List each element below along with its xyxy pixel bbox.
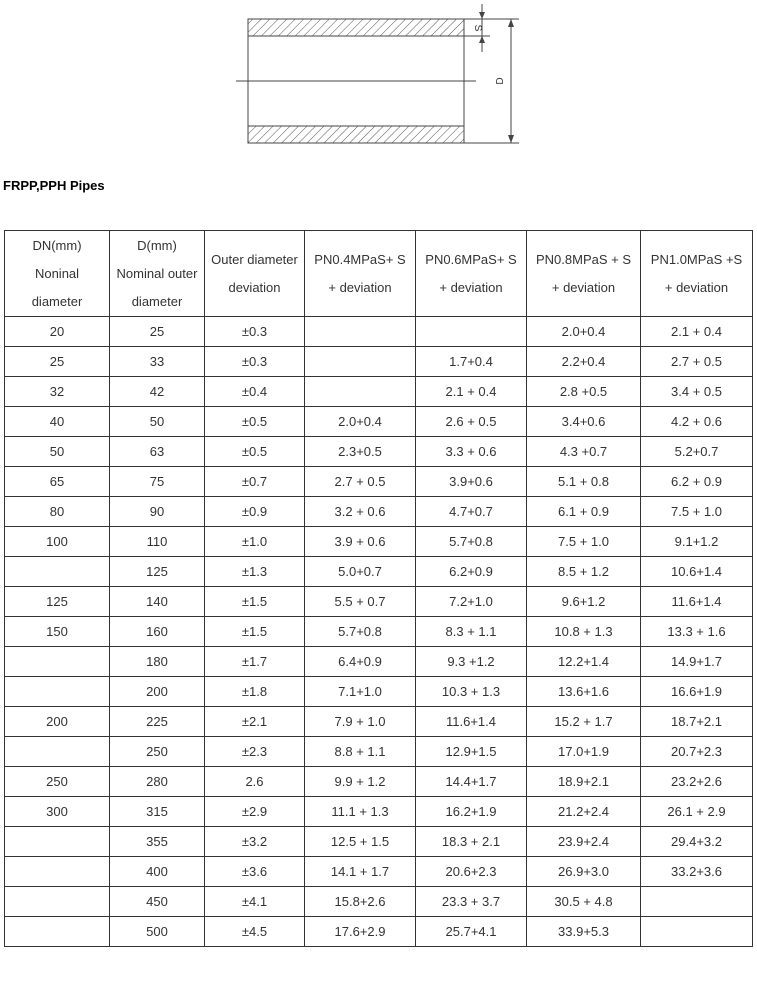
table-cell <box>5 737 110 767</box>
table-cell <box>5 677 110 707</box>
table-cell: ±0.3 <box>205 317 305 347</box>
table-cell: 6.2 + 0.9 <box>641 467 753 497</box>
table-cell: 5.7+0.8 <box>416 527 527 557</box>
table-cell: 20.6+2.3 <box>416 857 527 887</box>
table-row <box>5 707 753 737</box>
d-arrow-top <box>508 19 514 27</box>
table-cell: 200 <box>5 707 110 737</box>
table-cell: 90 <box>110 497 205 527</box>
d-header <box>110 231 205 317</box>
table-cell <box>5 647 110 677</box>
table-cell: 125 <box>110 557 205 587</box>
table-cell: 2.1 + 0.4 <box>641 317 753 347</box>
header-line: diameter <box>31 293 83 309</box>
table-row <box>5 617 753 647</box>
header-line: PN0.4MPaS+ S <box>314 251 406 267</box>
table-cell: 32 <box>5 377 110 407</box>
table-cell: 1.7+0.4 <box>416 347 527 377</box>
table-cell: ±0.3 <box>205 347 305 377</box>
table-cell: 11.6+1.4 <box>416 707 527 737</box>
table-cell: 2.6 <box>205 767 305 797</box>
d-arrow-bottom <box>508 135 514 143</box>
table-row <box>5 587 753 617</box>
table-cell: 5.1 + 0.8 <box>527 467 641 497</box>
table-cell: 23.3 + 3.7 <box>416 887 527 917</box>
table-row <box>5 407 753 437</box>
table-cell: 2.2+0.4 <box>527 347 641 377</box>
table-cell: 10.8 + 1.3 <box>527 617 641 647</box>
table-row <box>5 677 753 707</box>
table-cell <box>5 827 110 857</box>
pipe-top-wall <box>248 19 464 36</box>
table-cell: 33 <box>110 347 205 377</box>
pipe-bottom-wall <box>248 126 464 143</box>
table-cell: 25 <box>110 317 205 347</box>
table-cell: 11.1 + 1.3 <box>305 797 416 827</box>
s-arrow-top <box>479 12 485 19</box>
table-row <box>5 827 753 857</box>
table-cell: ±1.7 <box>205 647 305 677</box>
table-cell: 25.7+4.1 <box>416 917 527 947</box>
table-cell: ±4.1 <box>205 887 305 917</box>
table-cell: 42 <box>110 377 205 407</box>
header-line: + deviation <box>439 279 503 295</box>
table-cell: 16.6+1.9 <box>641 677 753 707</box>
table-cell: 200 <box>110 677 205 707</box>
table-cell: 33.2+3.6 <box>641 857 753 887</box>
table-cell: 7.9 + 1.0 <box>305 707 416 737</box>
table-cell: 3.3 + 0.6 <box>416 437 527 467</box>
table-cell: 3.9 + 0.6 <box>305 527 416 557</box>
table-cell: 5.7+0.8 <box>305 617 416 647</box>
table-cell <box>305 317 416 347</box>
table-cell: 21.2+2.4 <box>527 797 641 827</box>
table-cell: 2.0+0.4 <box>305 407 416 437</box>
table-cell: 30.5 + 4.8 <box>527 887 641 917</box>
table-cell: 14.9+1.7 <box>641 647 753 677</box>
table-cell: 11.6+1.4 <box>641 587 753 617</box>
table-cell <box>305 377 416 407</box>
table-cell <box>5 557 110 587</box>
pn06-header <box>416 231 527 317</box>
outer-deviation-header <box>205 231 305 317</box>
section-title: FRPP,PPH Pipes <box>3 178 105 193</box>
table-cell: 250 <box>110 737 205 767</box>
table-cell: 5.0+0.7 <box>305 557 416 587</box>
table-row <box>5 647 753 677</box>
table-cell <box>5 887 110 917</box>
pipe-spec-table <box>4 230 753 947</box>
s-dimension-label: S <box>472 24 483 32</box>
table-cell: 7.2+1.0 <box>416 587 527 617</box>
table-cell: ±2.3 <box>205 737 305 767</box>
table-cell: 18.7+2.1 <box>641 707 753 737</box>
table-cell: 250 <box>5 767 110 797</box>
table-row <box>5 527 753 557</box>
d-dimension-label: D <box>495 77 506 85</box>
table-cell: 4.7+0.7 <box>416 497 527 527</box>
table-cell: ±0.5 <box>205 437 305 467</box>
table-cell: 9.3 +1.2 <box>416 647 527 677</box>
header-line: diameter <box>131 293 183 309</box>
table-cell: 7.5 + 1.0 <box>641 497 753 527</box>
table-cell: 12.5 + 1.5 <box>305 827 416 857</box>
table-cell: 13.6+1.6 <box>527 677 641 707</box>
table-cell: 50 <box>110 407 205 437</box>
table-cell: 33.9+5.3 <box>527 917 641 947</box>
table-cell: 225 <box>110 707 205 737</box>
table-cell: 9.1+1.2 <box>641 527 753 557</box>
table-cell: 180 <box>110 647 205 677</box>
table-cell: 2.7 + 0.5 <box>305 467 416 497</box>
table-row <box>5 497 753 527</box>
table-cell: ±0.5 <box>205 407 305 437</box>
table-cell: 13.3 + 1.6 <box>641 617 753 647</box>
table-cell: ±1.3 <box>205 557 305 587</box>
table-cell <box>5 917 110 947</box>
table-cell: 20 <box>5 317 110 347</box>
table-cell <box>641 917 753 947</box>
table-cell: 16.2+1.9 <box>416 797 527 827</box>
table-row <box>5 767 753 797</box>
table-cell: 150 <box>5 617 110 647</box>
table-cell: 25 <box>5 347 110 377</box>
table-cell: 160 <box>110 617 205 647</box>
table-cell: 15.8+2.6 <box>305 887 416 917</box>
header-line: DN(mm) <box>32 237 82 253</box>
table-cell: 20.7+2.3 <box>641 737 753 767</box>
header-line: Noninal <box>34 265 80 281</box>
table-cell: ±1.0 <box>205 527 305 557</box>
header-line: deviation <box>228 279 281 295</box>
table-cell: 3.4+0.6 <box>527 407 641 437</box>
pn10-header <box>641 231 753 317</box>
table-cell: 6.4+0.9 <box>305 647 416 677</box>
table-cell: 17.6+2.9 <box>305 917 416 947</box>
table-cell: 2.8 +0.5 <box>527 377 641 407</box>
header-line: + deviation <box>551 279 616 295</box>
table-cell: 110 <box>110 527 205 557</box>
table-cell <box>416 317 527 347</box>
table-cell: 4.3 +0.7 <box>527 437 641 467</box>
table-cell: ±0.4 <box>205 377 305 407</box>
table-row <box>5 737 753 767</box>
table-row <box>5 917 753 947</box>
pn08-header <box>527 231 641 317</box>
table-cell: ±1.8 <box>205 677 305 707</box>
header-line: PN1.0MPaS +S <box>650 251 743 267</box>
header-line: PN0.6MPaS+ S <box>425 251 517 267</box>
header-line: + deviation <box>664 279 729 295</box>
table-cell: 15.2 + 1.7 <box>527 707 641 737</box>
table-cell: 8.3 + 1.1 <box>416 617 527 647</box>
table-cell: 40 <box>5 407 110 437</box>
table-cell: 400 <box>110 857 205 887</box>
table-cell: ±0.9 <box>205 497 305 527</box>
table-cell: 140 <box>110 587 205 617</box>
table-cell: ±2.1 <box>205 707 305 737</box>
table-cell: 23.2+2.6 <box>641 767 753 797</box>
table-cell: 7.5 + 1.0 <box>527 527 641 557</box>
table-cell: ±1.5 <box>205 587 305 617</box>
header-line: PN0.8MPaS + S <box>535 251 632 267</box>
pipe-cross-section-diagram <box>0 0 757 160</box>
table-cell: 3.4 + 0.5 <box>641 377 753 407</box>
table-cell: 18.3 + 2.1 <box>416 827 527 857</box>
table-cell: 355 <box>110 827 205 857</box>
table-cell: 5.5 + 0.7 <box>305 587 416 617</box>
table-cell: 9.9 + 1.2 <box>305 767 416 797</box>
table-cell: 17.0+1.9 <box>527 737 641 767</box>
table-cell: 2.1 + 0.4 <box>416 377 527 407</box>
table-cell: 500 <box>110 917 205 947</box>
table-cell: 7.1+1.0 <box>305 677 416 707</box>
table-cell: 2.0+0.4 <box>527 317 641 347</box>
table-row <box>5 377 753 407</box>
table-cell: 29.4+3.2 <box>641 827 753 857</box>
table-cell: 23.9+2.4 <box>527 827 641 857</box>
table-cell <box>641 887 753 917</box>
table-cell: 10.3 + 1.3 <box>416 677 527 707</box>
table-cell: 26.9+3.0 <box>527 857 641 887</box>
table-row <box>5 857 753 887</box>
table-cell: 65 <box>5 467 110 497</box>
header-line: D(mm) <box>137 237 177 253</box>
table-cell: 3.2 + 0.6 <box>305 497 416 527</box>
table-cell: 14.1 + 1.7 <box>305 857 416 887</box>
table-cell: 8.8 + 1.1 <box>305 737 416 767</box>
table-cell: 6.2+0.9 <box>416 557 527 587</box>
table-cell: ±0.7 <box>205 467 305 497</box>
table-cell: 50 <box>5 437 110 467</box>
table-cell: 315 <box>110 797 205 827</box>
table-header-row <box>5 231 753 317</box>
table-cell: 6.1 + 0.9 <box>527 497 641 527</box>
table-row <box>5 467 753 497</box>
table-cell: 450 <box>110 887 205 917</box>
table-cell: ±2.9 <box>205 797 305 827</box>
table-row <box>5 347 753 377</box>
table-cell: 2.6 + 0.5 <box>416 407 527 437</box>
table-cell: ±3.2 <box>205 827 305 857</box>
table-cell: 9.6+1.2 <box>527 587 641 617</box>
table-row <box>5 887 753 917</box>
dn-header <box>5 231 110 317</box>
table-cell: 18.9+2.1 <box>527 767 641 797</box>
table-cell: ±3.6 <box>205 857 305 887</box>
table-cell: 125 <box>5 587 110 617</box>
table-cell: 100 <box>5 527 110 557</box>
table-cell: 12.2+1.4 <box>527 647 641 677</box>
table-cell: 80 <box>5 497 110 527</box>
table-cell: 2.7 + 0.5 <box>641 347 753 377</box>
table-cell: ±1.5 <box>205 617 305 647</box>
table-cell: 2.3+0.5 <box>305 437 416 467</box>
table-cell: 4.2 + 0.6 <box>641 407 753 437</box>
table-cell: 14.4+1.7 <box>416 767 527 797</box>
table-cell: 300 <box>5 797 110 827</box>
table-row <box>5 437 753 467</box>
header-line: Outer diameter <box>211 251 298 267</box>
table-row <box>5 317 753 347</box>
header-line: Nominal outer <box>116 265 198 281</box>
table-cell: 10.6+1.4 <box>641 557 753 587</box>
header-line: + deviation <box>328 279 392 295</box>
table-cell: 75 <box>110 467 205 497</box>
table-cell: 5.2+0.7 <box>641 437 753 467</box>
table-cell: 280 <box>110 767 205 797</box>
pn04-header <box>305 231 416 317</box>
table-cell: ±4.5 <box>205 917 305 947</box>
table-cell: 63 <box>110 437 205 467</box>
table-cell <box>305 347 416 377</box>
table-cell: 3.9+0.6 <box>416 467 527 497</box>
s-arrow-bottom <box>479 36 485 43</box>
table-cell: 8.5 + 1.2 <box>527 557 641 587</box>
table-row <box>5 557 753 587</box>
table-cell <box>5 857 110 887</box>
table-cell: 26.1 + 2.9 <box>641 797 753 827</box>
table-cell: 12.9+1.5 <box>416 737 527 767</box>
table-row <box>5 797 753 827</box>
